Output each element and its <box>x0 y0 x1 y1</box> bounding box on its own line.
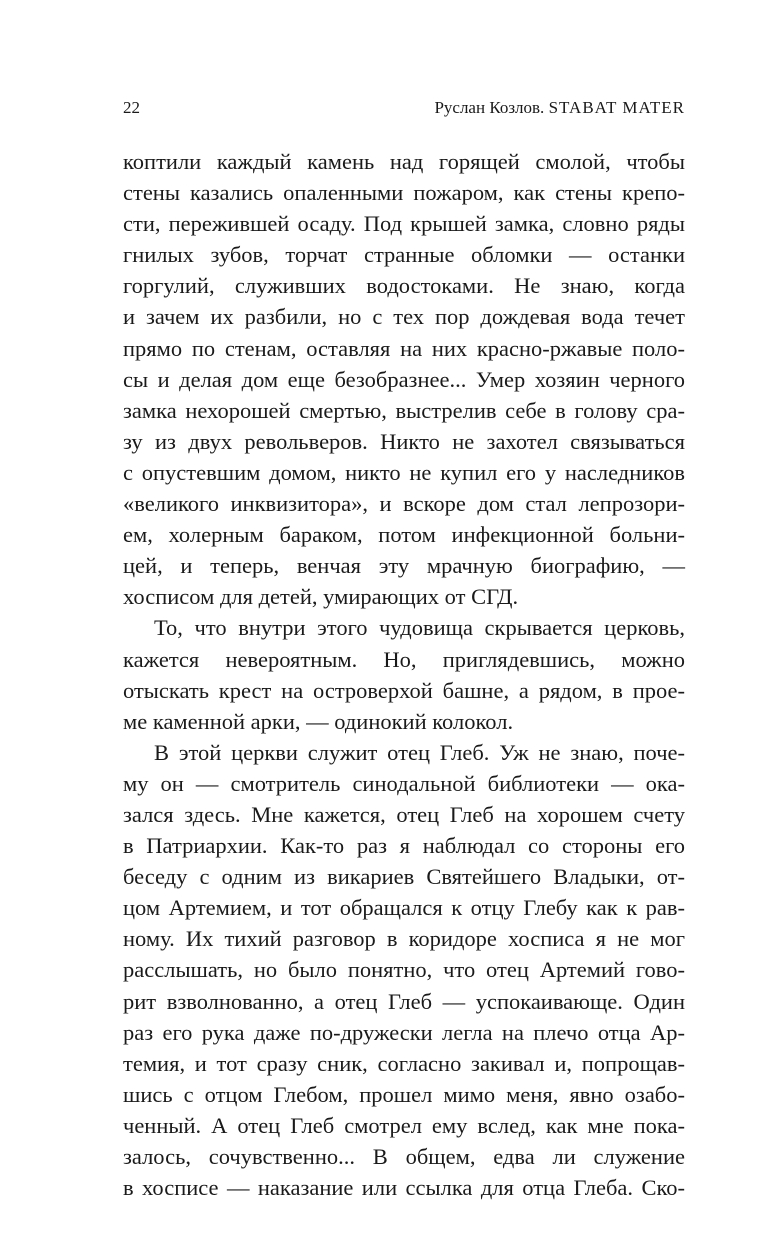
text-line: стены казались опаленными пожаром, как стены крепо- <box>123 180 685 206</box>
text-line: шись с отцом Глебом, прошел мимо меня, явно озабо- <box>123 1081 685 1107</box>
page-number: 22 <box>123 98 140 117</box>
text-line: ем, холерным бараком, потом инфекционной больни- <box>123 522 685 548</box>
text-line: цом Артемием, и тот обращался к отцу Глебу как к рав- <box>123 895 685 921</box>
text-line: рит взволнованно, а отец Глеб — успокаивающе. Один <box>123 988 685 1014</box>
text-line: цей, и теперь, венчая эту мрачную биографию, — <box>123 553 685 579</box>
text-line: в Патриархии. Как-то раз я наблюдал со стороны его <box>123 833 685 859</box>
text-line: расслышать, но было понятно, что отец Артемий гово- <box>123 957 685 983</box>
text-line: То, что внутри этого чудовища скрывается церковь, <box>154 615 685 641</box>
text-line: хосписом для детей, умирающих от СГД. <box>123 584 519 610</box>
text-line: зу из двух револьверов. Никто не захотел связываться <box>123 428 685 454</box>
text-line: кажется невероятным. Но, приглядевшись, можно <box>123 646 685 672</box>
text-line: беседу с одним из викариев Святейшего Владыки, от- <box>123 864 685 890</box>
text-line: му он — смотритель синодальной библиотеки — ока- <box>123 770 685 796</box>
text-line: отыскать крест на островерхой башне, а рядом, в прое- <box>123 677 685 703</box>
text-line: коптили каждый камень над горящей смолой, чтобы <box>123 149 685 174</box>
text-line: ченный. А отец Глеб смотрел ему вслед, как мне пока- <box>123 1112 685 1138</box>
author-name: Руслан Козлов. <box>434 98 545 117</box>
body-text <box>123 146 685 1203</box>
text-line: гнилых зубов, торчат странные обломки — останки <box>123 242 685 268</box>
text-line: горгулий, служивших водостоками. Не знаю, когда <box>123 273 685 299</box>
book-title: STABAT MATER <box>548 98 685 117</box>
running-head <box>123 96 685 120</box>
text-line: раз его рука даже по-дружески легла на плечо отца Ар- <box>123 1019 685 1045</box>
text-line: ме каменной арки, — одинокий колокол. <box>123 708 514 734</box>
text-line: темия, и тот сразу сник, согласно закивал и, попрощав- <box>123 1050 685 1076</box>
text-line: и зачем их разбили, но с тех пор дождевая вода течет <box>123 304 685 330</box>
text-line: сти, пережившей осаду. Под крышей замка, словно ряды <box>123 211 685 237</box>
text-line: прямо по стенам, оставляя на них красно-ржавые поло- <box>123 335 685 361</box>
text-line: сы и делая дом еще безобразнее... Умер хозяин черного <box>123 366 685 392</box>
text-line: с опустевшим домом, никто не купил его у наследников <box>123 459 685 485</box>
text-line: зался здесь. Мне кажется, отец Глеб на хорошем счету <box>123 801 685 827</box>
text-line: ному. Их тихий разговор в коридоре хосписа я не мог <box>123 926 685 952</box>
text-line: замка нехорошей смертью, выстрелив себе в голову сра- <box>123 397 685 423</box>
text-line: в хосписе — наказание или ссылка для отца Глеба. Ско- <box>123 1175 685 1201</box>
text-line: залось, сочувственно... В общем, едва ли служение <box>123 1144 685 1169</box>
text-line: В этой церкви служит отец Глеб. Уж не знаю, поче- <box>154 739 685 765</box>
running-title <box>434 96 685 120</box>
text-line: «великого инквизитора», и вскоре дом стал лепрозори- <box>123 491 685 517</box>
